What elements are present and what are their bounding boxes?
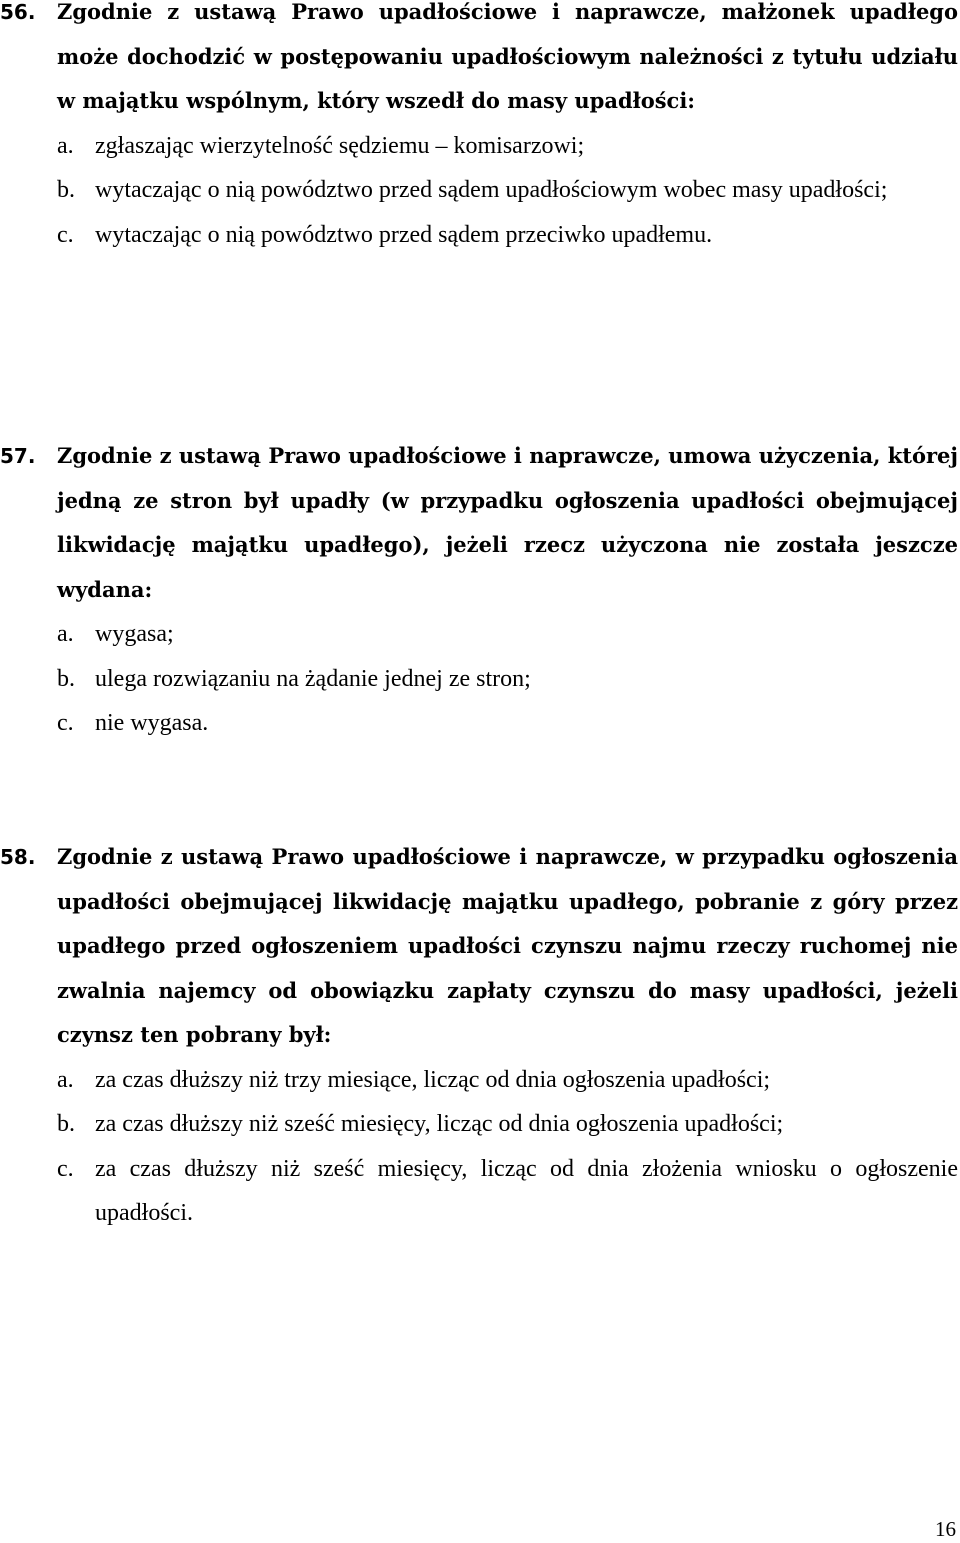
question-56 <box>0 0 958 257</box>
option-text: wytaczając o nią powództwo przed sądem upadłościowym wobec masy upadłości; <box>95 177 888 203</box>
question-57 <box>0 434 958 746</box>
option-letter: c. <box>57 1155 74 1182</box>
option-letter: b. <box>57 177 75 203</box>
option-text: zgłaszając wierzytelność sędziemu – komisarzowi; <box>95 132 585 159</box>
question-text: Zgodnie z ustawą Prawo upadłościowe i naprawcze, małżonek upadłego może dochodzić w postępowaniu upadłościowym należności z tytułu udziału w majątku wspólnym, który wszedł do masy upadłości: <box>57 0 958 113</box>
option-letter: a. <box>57 621 74 647</box>
page-number: 16 <box>935 1517 956 1541</box>
answer-option-b <box>0 657 958 702</box>
question-number: 58. <box>0 845 36 869</box>
option-text: wytaczając o nią powództwo przed sądem przeciwko upadłemu. <box>95 221 713 248</box>
option-letter: c. <box>57 710 74 736</box>
answer-option-b <box>0 168 958 213</box>
option-text: za czas dłuższy niż sześć miesięcy, licząc od dnia złożenia wniosku o ogłoszenie upadłości. <box>95 1155 958 1226</box>
answer-option-a <box>0 612 958 657</box>
answer-option-a <box>0 124 958 169</box>
question-text: Zgodnie z ustawą Prawo upadłościowe i naprawcze, w przypadku ogłoszenia upadłości obejmującej likwidację majątku upadłego, pobranie z góry przez upadłego przed ogłoszeniem upadłości czynszu najmu rzeczy ruchomej nie zwalnia najemcy od obowiązku zapłaty czynszu do masy upadłości, jeżeli czynsz ten pobrany był: <box>57 844 958 1047</box>
question-number: 57. <box>0 444 36 468</box>
option-text: za czas dłuższy niż sześć miesięcy, licząc od dnia ogłoszenia upadłości; <box>95 1111 784 1137</box>
question-number: 56. <box>0 0 36 24</box>
question-stem <box>0 434 958 612</box>
answer-option-c <box>0 1147 958 1236</box>
option-text: ulega rozwiązaniu na żądanie jednej ze stron; <box>95 665 531 692</box>
option-text: nie wygasa. <box>95 710 209 736</box>
answer-options <box>0 124 958 258</box>
question-text: Zgodnie z ustawą Prawo upadłościowe i naprawcze, umowa użyczenia, której jedną ze stron był upadły (w przypadku ogłoszenia upadłości obejmującej likwidację majątku upadłego), jeżeli rzecz użyczona nie została jeszcze wydana: <box>57 443 958 602</box>
answer-options <box>0 612 958 746</box>
option-letter: b. <box>57 1111 75 1137</box>
answer-option-c <box>0 701 958 746</box>
option-letter: a. <box>57 132 74 159</box>
answer-option-b <box>0 1102 958 1147</box>
option-text: wygasa; <box>95 621 174 647</box>
answer-option-a <box>0 1058 958 1103</box>
question-stem <box>0 0 958 124</box>
option-letter: a. <box>57 1066 74 1093</box>
question-stem <box>0 835 958 1058</box>
option-letter: c. <box>57 221 74 248</box>
answer-option-c <box>0 213 958 258</box>
question-58 <box>0 835 958 1236</box>
option-letter: b. <box>57 665 75 692</box>
option-text: za czas dłuższy niż trzy miesiące, licząc od dnia ogłoszenia upadłości; <box>95 1066 771 1093</box>
answer-options <box>0 1058 958 1236</box>
